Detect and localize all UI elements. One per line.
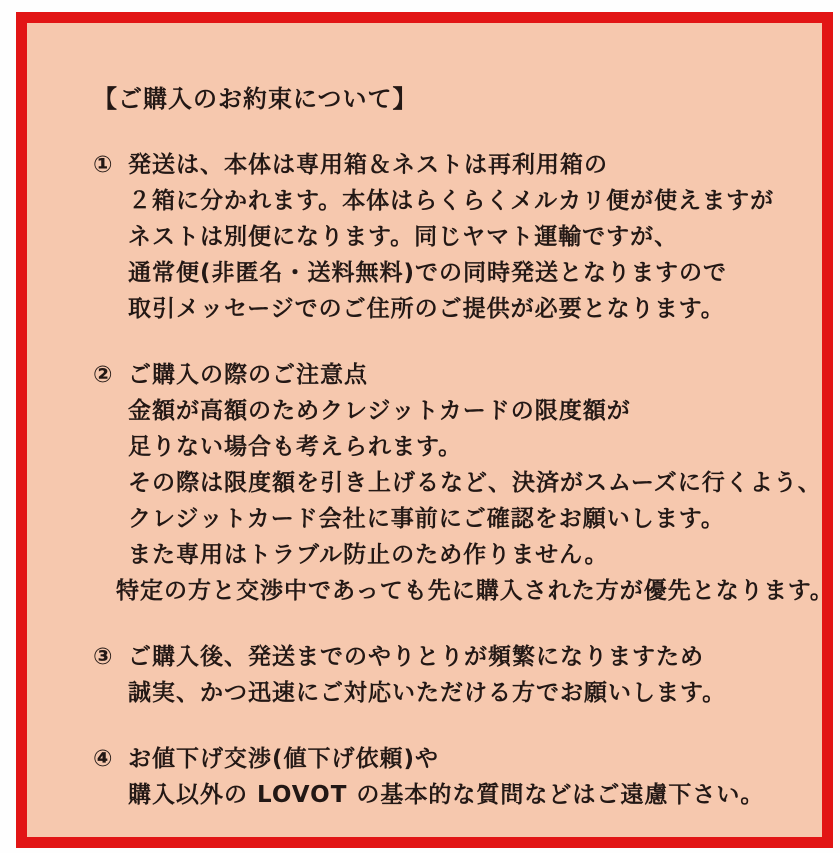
notice-line: また専用はトラブル防止のため作りません。 <box>128 542 609 568</box>
notice-item-1 <box>93 147 794 327</box>
notice-line: 特定の方と交渉中であっても先に購入された方が優先となります。 <box>116 578 834 604</box>
item-number-3: ③ <box>93 644 114 670</box>
notice-line: ご購入後、発送までのやりとりが頻繁になりますため <box>128 644 704 670</box>
notice-line: クレジットカード会社に事前にご確認をお願いします。 <box>128 506 725 532</box>
notice-item-3 <box>93 639 794 711</box>
notice-line: 取引メッセージでのご住所のご提供が必要となります。 <box>128 296 725 322</box>
item-number-2: ② <box>93 362 114 388</box>
notice-line: 誠実、かつ迅速にご対応いただける方でお願いします。 <box>128 680 727 706</box>
notice-content <box>27 23 834 813</box>
notice-line: 購入以外の LOVOT の基本的な質問などはご遠慮下さい。 <box>128 782 765 808</box>
notice-item-4-lines <box>128 741 794 813</box>
notice-title: 【ご購入のお約束について】 <box>93 85 418 113</box>
item-number-1: ① <box>93 152 114 178</box>
item-number-4: ④ <box>93 746 114 772</box>
notice-line: お値下げ交渉(値下げ依頼)や <box>128 746 440 772</box>
notice-line: ２箱に分かれます。本体はらくらくメルカリ便が使えますが <box>128 188 775 214</box>
notice-item-2 <box>93 357 834 609</box>
notice-line: その際は限度額を引き上げるなど、決済がスムーズに行くよう、 <box>128 470 822 496</box>
notice-line: 通常便(非匿名・送料無料)での同時発送となりますので <box>128 260 728 286</box>
notice-line: 金額が高額のためクレジットカードの限度額が <box>128 398 631 424</box>
notice-line: ご購入の際のご注意点 <box>128 362 368 388</box>
notice-card-frame <box>16 12 833 848</box>
notice-line: ネストは別便になります。同じヤマト運輸ですが、 <box>128 224 679 250</box>
notice-item-2-lines <box>116 357 834 609</box>
notice-item-4 <box>93 741 794 813</box>
notice-item-3-lines <box>128 639 794 711</box>
notice-line: 足りない場合も考えられます。 <box>128 434 463 460</box>
notice-line: 発送は、本体は専用箱＆ネストは再利用箱の <box>128 152 608 178</box>
notice-item-1-lines <box>128 147 794 327</box>
